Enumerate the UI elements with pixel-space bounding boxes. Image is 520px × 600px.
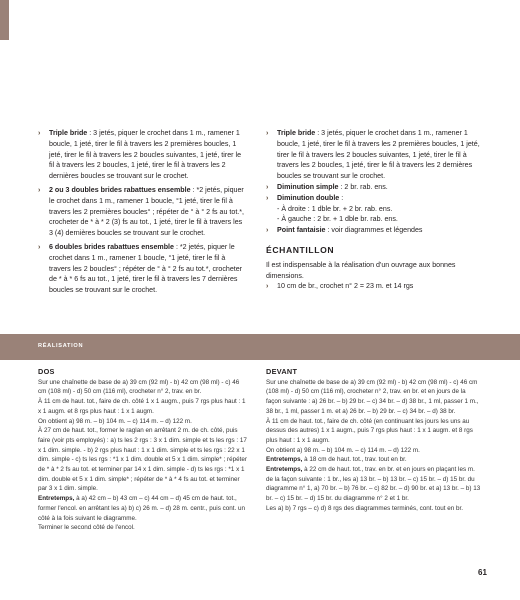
- stitch-item: [266, 193, 481, 204]
- stitch-desc: : 2 br. rab. ens.: [338, 182, 388, 191]
- stitch-desc: :: [339, 193, 344, 202]
- dos-section: [38, 367, 248, 533]
- stitch-item: [38, 128, 248, 182]
- stitch-term: 6 doubles brides rabattues ensemble: [49, 242, 174, 251]
- stitch-term: Triple bride: [277, 129, 316, 137]
- echantillon-text: Il est indispensable à la réalisation d'un ouvrage aux bonnes dimensions.: [266, 260, 456, 280]
- stitch-term: Diminution simple: [277, 182, 339, 191]
- stitch-subitem: - À gauche : 2 br. + 1 dble br. rab. ens.: [277, 215, 398, 224]
- echantillon-item: › 10 cm de br., crochet n° 2 = 23 m. et 14 rgs: [266, 281, 481, 292]
- realisation-band: [0, 334, 520, 360]
- stitch-term: 2 ou 3 doubles brides rabattues ensemble: [49, 185, 191, 194]
- dos-paragraph: Sur une chaînette de base de a) 39 cm (92 ml) - b) 42 cm (98 ml) - c) 46 cm (108 ml) - d) 50 cm (116 ml), crocheter n° 2, trav. en br.: [38, 378, 240, 396]
- stitch-item: [38, 242, 248, 296]
- stitch-term: Triple bride: [49, 129, 88, 137]
- stitch-desc: : *2 jetés, piquer le crochet dans 1 m., ramener 1 boucle, °1 jeté, tirer le fil à travers les 2 premières boucles° ; répéter de ° à ° 2 fs au tot.*, crocheter de * à * 2 (3) fs au tot., 1 jeté, tirer le fil à travers les 3 (4) dernières boucles se trouvant sur le crochet.: [49, 185, 245, 238]
- devant-entretemps-text: à 18 cm de haut. tot., trav. tout en br.: [302, 456, 407, 464]
- dos-paragraph: À 11 cm de haut. tot., faire de ch. côté 1 x 1 augm., puis 7 rgs plus haut : 1 x 1 augm. et 8 rgs plus haut : 1 x 1 augm.: [38, 398, 246, 415]
- devant-paragraph: On obtient a) 98 m. – b) 104 m. – c) 114 m. – d) 122 m.: [266, 446, 420, 454]
- stitch-term: Diminution double: [277, 193, 340, 202]
- devant-paragraph: [266, 465, 482, 504]
- dos-paragraph: [38, 494, 248, 523]
- devant-entretemps-term: Entretemps,: [266, 456, 303, 464]
- dos-entretemps-text: à a) 42 cm – b) 43 cm – c) 44 cm – d) 45 cm de haut. tot., former l'encol. en arrêtant les a) b) c) 26 m. – d) 28 m. centr., puis cont. un côté à la fois suivant le diagramme.: [38, 495, 245, 522]
- devant-entretemps-text: à 22 cm de haut. tot., trav. en br. et en jours en plaçant les m. de la façon suivante : 1 br., les a) 13 br. – b) 13 br. – c) 15 br. – d) 15 br. du diagramme n° 1, a) 70 br. – b) 76 br. – c) 82 br. – d) 90 br. et a) 13 br. – b) 13 br. – c) 15 br. – d) 15 br. du diagramme n° 2 et 1 br.: [266, 466, 481, 503]
- stitch-item: [266, 225, 481, 236]
- devant-heading: DEVANT: [266, 367, 298, 376]
- stitch-desc: : 3 jetés, piquer le crochet dans 1 m., ramener 1 boucle, 1 jeté, tirer le fil à travers les 2 premières boucles, 1 jeté, tirer le fil à travers les 2 boucles suivantes, 1 jeté, tirer le fil à travers les 2 boucles, 1 jeté, tirer le fil à travers les 2 dernières boucles se trouvant sur le crochet.: [49, 129, 242, 181]
- stitch-term: Point fantaisie: [277, 226, 326, 235]
- devant-paragraph: À 11 cm de haut. tot., faire de ch. côté (en continuant les jours les uns au dessus des autres) 1 x 1 augm., puis 7 rgs plus haut : 1 x 1 augm. et 8 rgs plus haut : 1 x 1 augm.: [266, 417, 473, 444]
- devant-paragraph: [266, 455, 482, 465]
- dos-paragraph: Terminer le second côté de l'encol.: [38, 524, 135, 532]
- realisation-label: RÉALISATION: [38, 343, 84, 349]
- devant-paragraph: Sur une chaînette de base de a) 39 cm (92 ml) - b) 42 cm (98 ml) - c) 46 cm (108 ml) - d) 50 cm (116 ml), crocheter n° 2, trav. en br. et en jours de la façon suivante : a) 26 br. – b) 29 br. – c) 34 br. – d) 38 br., 1 ml, passer 1 m., 38 br., 1 ml, passer 1 m. et a) 26 br. – b) 29 br. – c) 34 br. – d) 38 br.: [266, 378, 479, 415]
- stitch-desc: : 3 jetés, piquer le crochet dans 1 m., ramener 1 boucle, 1 jeté, tirer le fil à travers les 2 premières boucles, 1 jeté, tirer le fil à travers les 2 boucles suivantes, 1 jeté, tirer le fil à travers les 2 boucles, 1 jeté, tirer le fil à travers les 2 dernières boucles se trouvant sur le crochet.: [277, 129, 480, 181]
- stitch-item: [38, 185, 248, 239]
- devant-paragraph: Les a) b) 7 rgs – c) d) 8 rgs des diagrammes terminés, cont. tout en br.: [266, 504, 464, 512]
- stitch-desc: : voir diagrammes et légendes: [325, 226, 423, 235]
- stitch-item: [266, 128, 481, 182]
- stitch-list-right: [266, 128, 481, 292]
- echantillon-heading: ÉCHANTILLON: [266, 244, 335, 255]
- stitch-list-left: [38, 128, 248, 296]
- stitch-subitem: - À droite : 1 dble br. + 2 br. rab. ens.: [277, 204, 393, 213]
- dos-heading: DOS: [38, 367, 55, 376]
- stitch-item: [266, 182, 481, 193]
- devant-section: [266, 367, 482, 514]
- page-number: 61: [478, 568, 487, 577]
- stitch-desc: : *2 jetés, piquer le crochet dans 1 m., ramener 1 boucle, °1 jeté, tirer le fil à travers les 2 boucles° ; répéter de ° à ° 2 fs au tot.*, crocheter de * à * 6 fs au tot., 1 jeté, tirer le fil à travers les 7 dernières boucles se trouvant sur le crochet.: [49, 242, 243, 295]
- dos-paragraph: On obtient a) 98 m. – b) 104 m. – c) 114 m. – d) 122 m.: [38, 417, 192, 425]
- dos-entretemps-term: Entretemps,: [38, 495, 75, 503]
- devant-entretemps-term: Entretemps,: [266, 466, 303, 474]
- page-edge-tab: [0, 0, 9, 40]
- dos-paragraph: À 27 cm de haut. tot., former le raglan en arrêtant 2 m. de ch. côté, puis faire (voir pts employés) : a) ts les 2 rgs : 3 x 1 dim. simple et ts les rgs : 17 x 1 dim. simple. - b) 2 rgs plus haut : 1 x 1 dim. simple et ts les rgs : 22 x 1 dim. simple - c) ts les rgs : *1 x 1 dim. double et 5 x 1 dim. simple* ; répéter de * à * 2 fs au tot. et terminer par 14 x 1 dim. simple - d) ts les rgs : *1 x 1 dim. double et 5 x 1 dim. simple* ; répéter de * à * 4 fs au tot. et terminer par 3 x 1 dim. simple.: [38, 427, 247, 493]
